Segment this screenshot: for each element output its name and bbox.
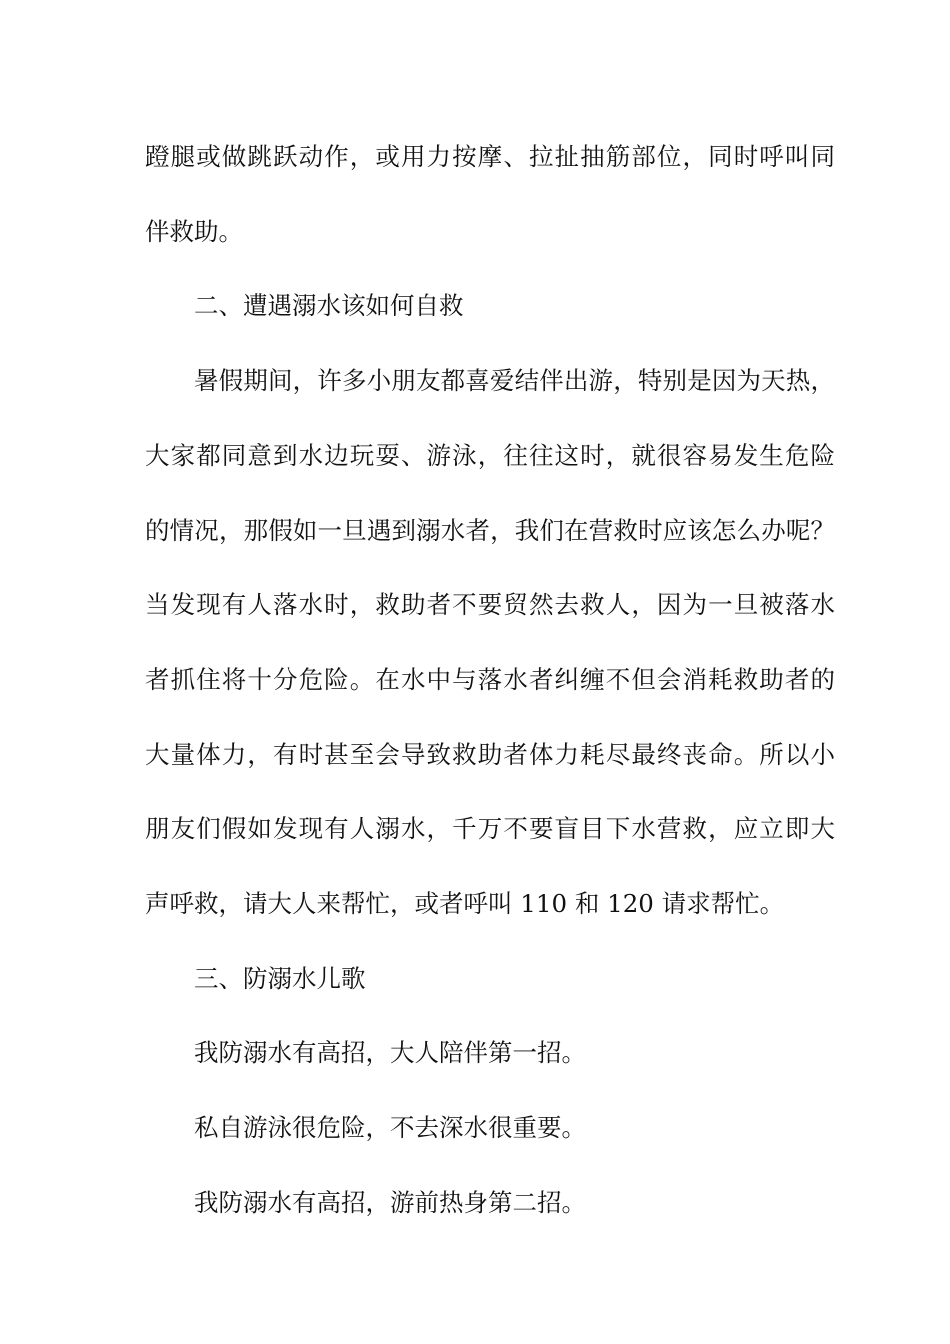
section-heading: 二、遭遇溺水该如何自救: [194, 291, 464, 321]
paragraph-cramp-relief: [145, 120, 835, 269]
text-line: 者抓住将十分危险。在水中与落水者纠缠不但会消耗救助者的: [145, 664, 835, 694]
text-line: 大家都同意到水边玩耍、游泳，往往这时，就很容易发生危险: [145, 440, 835, 470]
rhyme-line-1: [145, 1016, 835, 1091]
section-heading: 三、防溺水儿歌: [194, 963, 366, 993]
rhyme-line-2: [145, 1091, 835, 1166]
text-line: 蹬腿或做跳跃动作，或用力按摩、拉扯抽筋部位，同时呼叫同: [145, 142, 835, 171]
text-line: 朋友们假如发现有人溺水，千万不要盲目下水营救，应立即大: [145, 814, 835, 844]
rhyme-text: 私自游泳很危险，不去深水很重要。: [194, 1113, 586, 1143]
text-line: 当发现有人落水时，救助者不要贸然去救人，因为一旦被落水: [145, 590, 835, 620]
section-heading-nursery-rhyme: [145, 942, 835, 1017]
text-line: 的情况，那假如一旦遇到溺水者，我们在营救时应该怎么办呢？: [145, 515, 835, 545]
document-body: [145, 120, 835, 1241]
section-heading-self-rescue: [145, 269, 835, 344]
rhyme-text: 我防溺水有高招，游前热身第二招。: [194, 1187, 586, 1217]
rhyme-line-3: [145, 1166, 835, 1241]
text-line: 声呼救，请大人来帮忙，或者呼叫 110 和 120 请求帮忙。: [145, 889, 785, 919]
text-line: 暑假期间，许多小朋友都喜爱结伴出游，特别是因为天热，: [194, 366, 835, 396]
paragraph-summer-safety: [145, 344, 835, 942]
rhyme-text: 我防溺水有高招，大人陪伴第一招。: [194, 1038, 586, 1068]
text-line: 大量体力，有时甚至会导致救助者体力耗尽最终丧命。所以小: [145, 739, 835, 769]
text-line: 伴救助。: [145, 216, 243, 246]
